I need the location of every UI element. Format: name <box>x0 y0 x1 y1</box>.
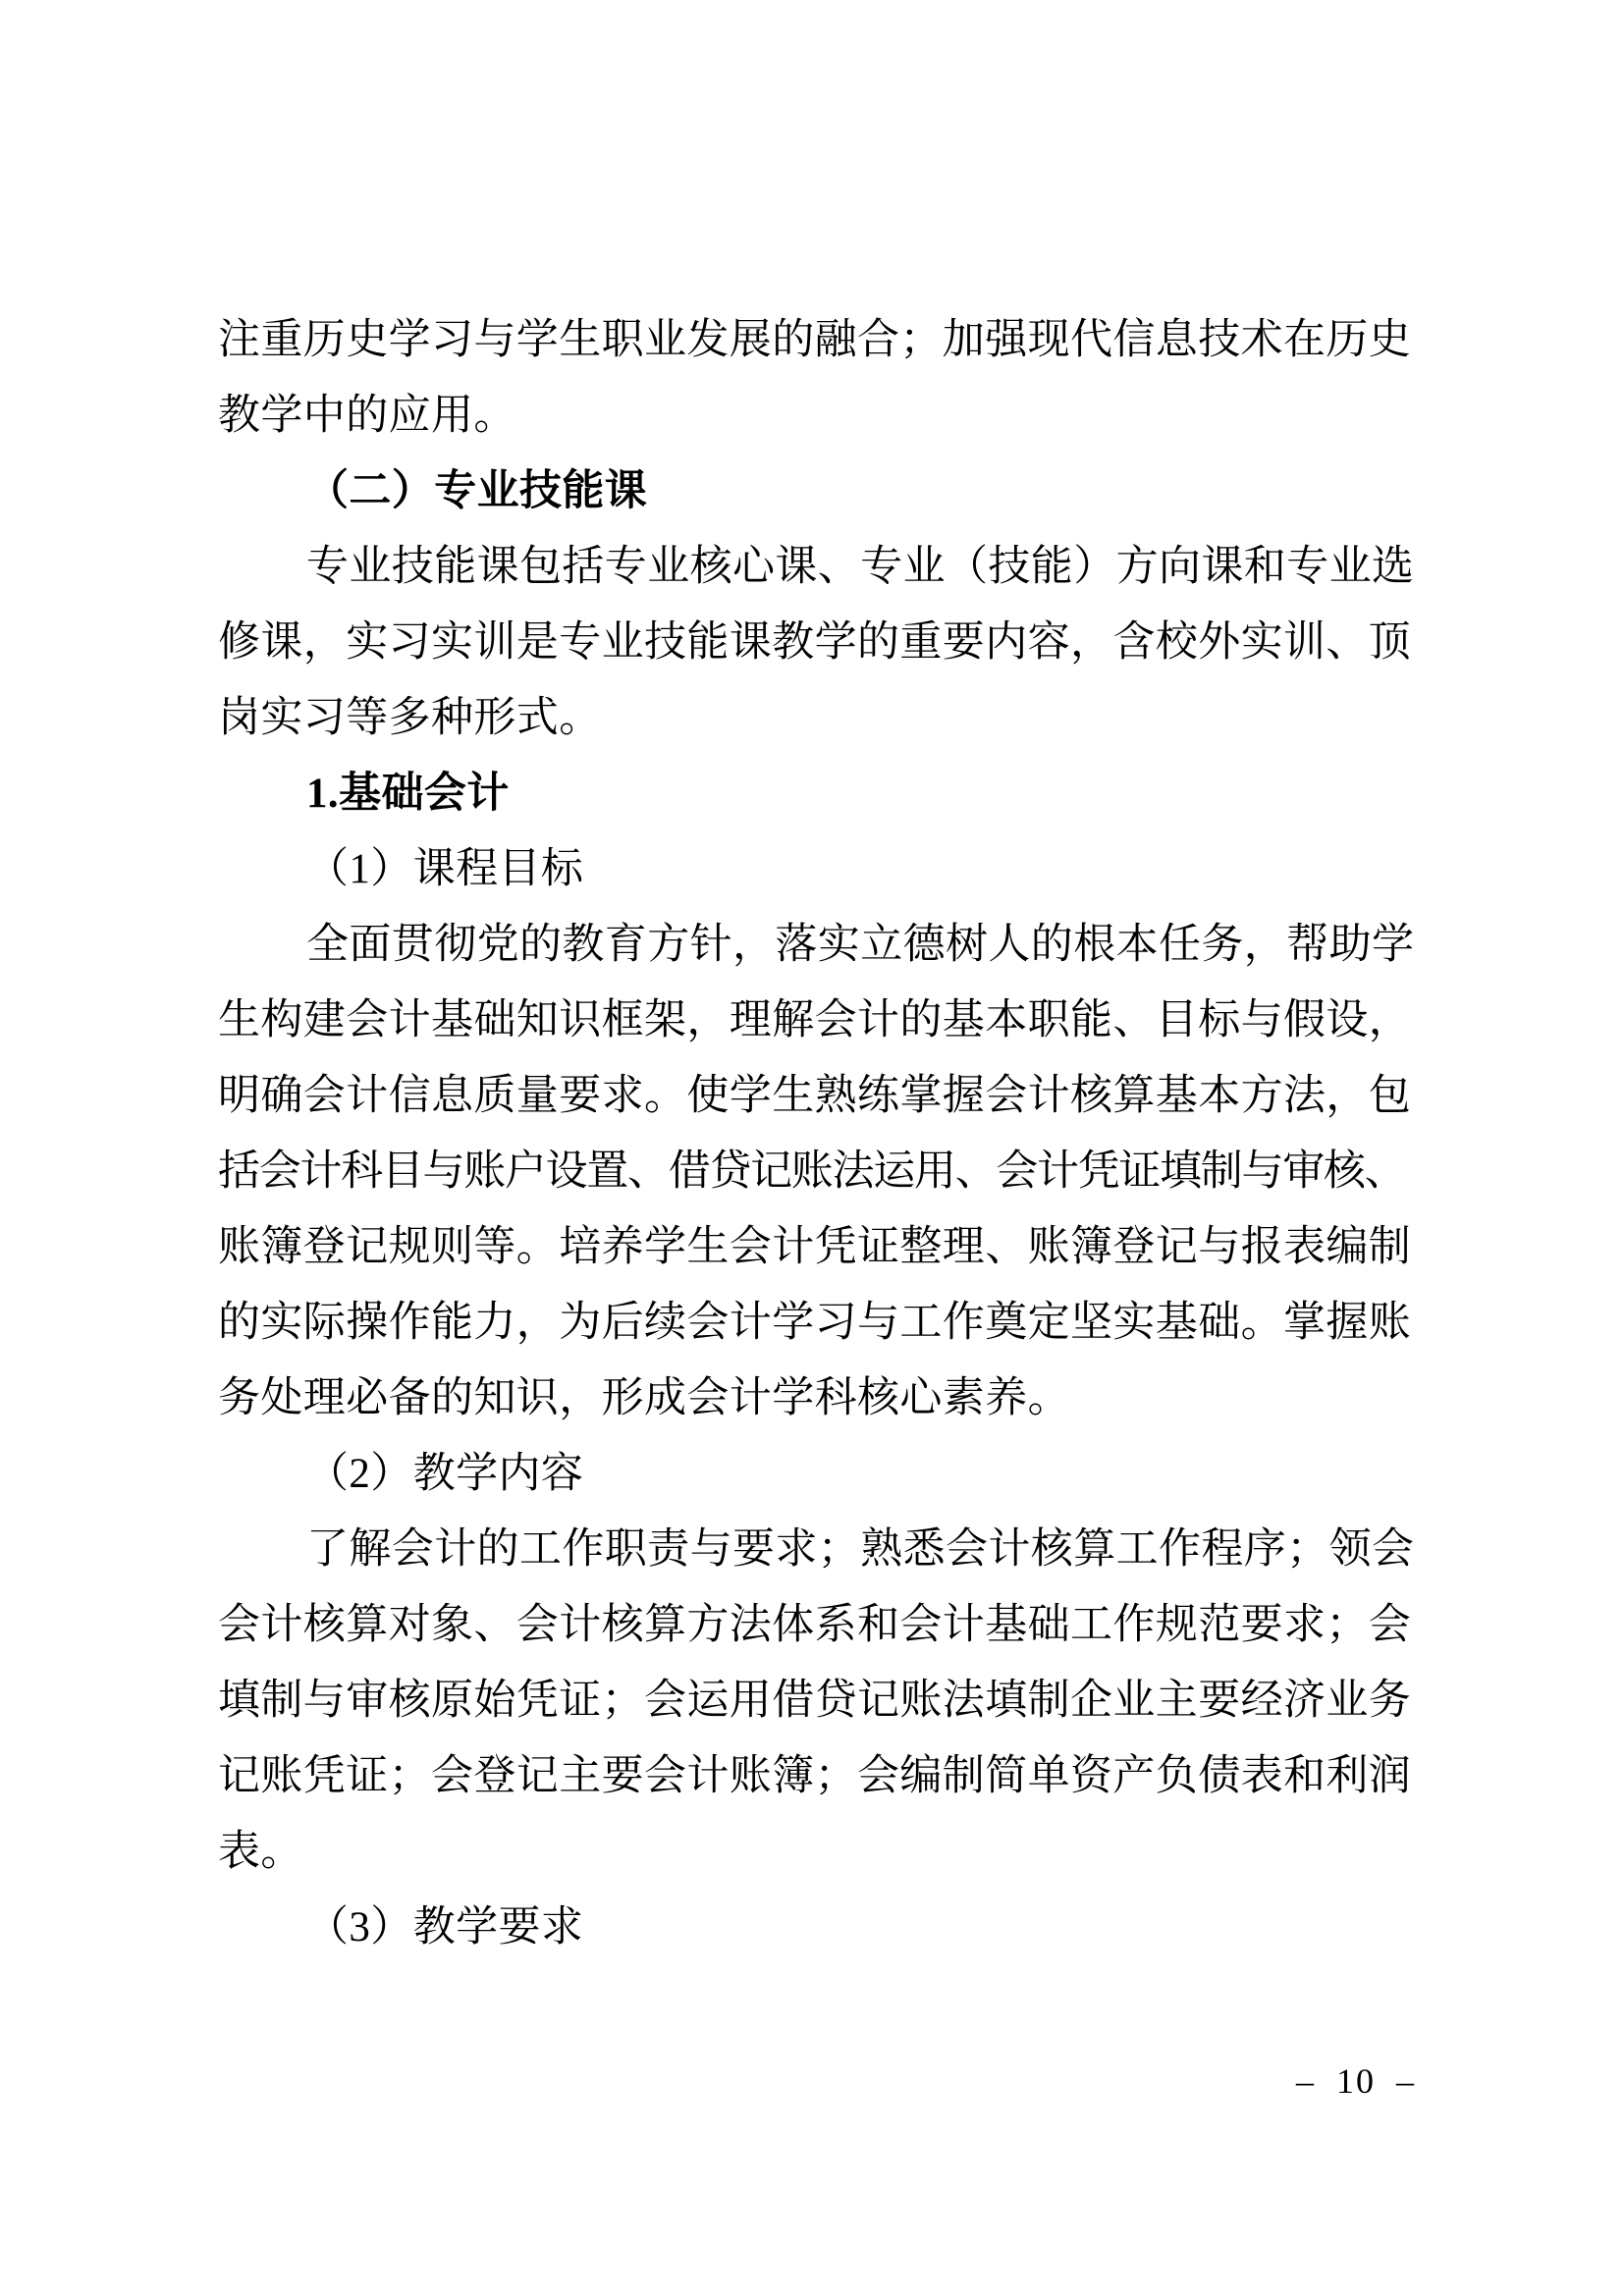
subheading-course-objectives: （1）课程目标 <box>306 846 584 892</box>
body-text-line: 账簿登记规则等。培养学生会计凭证整理、账簿登记与报表编制 <box>218 1224 1412 1270</box>
body-text-line: 注重历史学习与学生职业发展的融合；加强现代信息技术在历史 <box>218 317 1412 363</box>
body-text-line: 修课，实习实训是专业技能课教学的重要内容，含校外实训、顶 <box>218 619 1412 666</box>
body-text-line: 填制与审核原始凭证；会运用借贷记账法填制企业主要经济业务 <box>218 1678 1412 1724</box>
heading-professional-skills-course: （二）专业技能课 <box>306 468 648 514</box>
body-text-line: 表。 <box>218 1829 303 1875</box>
body-text-line: 括会计科目与账户设置、借贷记账法运用、会计凭证填制与审核、 <box>218 1148 1406 1195</box>
body-text-line: 明确会计信息质量要求。使学生熟练掌握会计核算基本方法，包 <box>218 1073 1412 1119</box>
body-text-line: 生构建会计基础知识框架，理解会计的基本职能、目标与假设， <box>218 997 1412 1043</box>
body-text-line: 了解会计的工作职责与要求；熟悉会计核算工作程序；领会 <box>306 1526 1415 1573</box>
body-text-line: 的实际操作能力，为后续会计学习与工作奠定坚实基础。掌握账 <box>218 1300 1412 1346</box>
subheading-teaching-content: （2）教学内容 <box>306 1451 584 1497</box>
page-number: – 10 – <box>1296 2061 1416 2101</box>
body-text-line: 教学中的应用。 <box>218 393 516 439</box>
document-body <box>218 302 1426 1965</box>
heading-basic-accounting: 1.基础会计 <box>306 771 510 817</box>
body-text-line: 全面贯彻党的教育方针，落实立德树人的根本任务，帮助学 <box>306 922 1415 968</box>
body-text-line: 岗实习等多种形式。 <box>218 695 602 741</box>
body-text-line: 务处理必备的知识，形成会计学科核心素养。 <box>218 1375 1070 1421</box>
subheading-teaching-requirements: （3）教学要求 <box>306 1904 584 1950</box>
body-text-line: 记账凭证；会登记主要会计账簿；会编制简单资产负债表和利润 <box>218 1753 1412 1799</box>
body-text-line: 专业技能课包括专业核心课、专业（技能）方向课和专业选 <box>306 544 1415 590</box>
body-text-line: 会计核算对象、会计核算方法体系和会计基础工作规范要求；会 <box>218 1602 1412 1648</box>
